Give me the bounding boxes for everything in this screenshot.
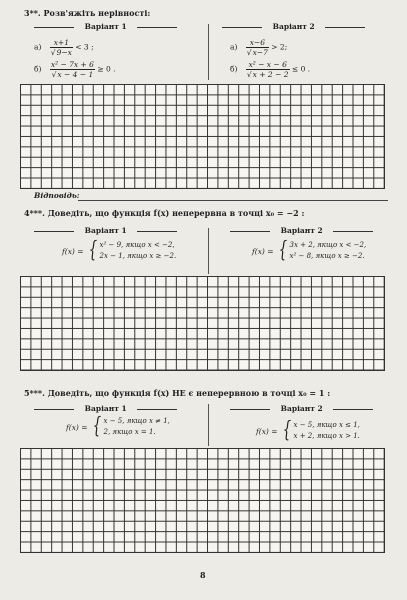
task4-variant2-header (230, 226, 373, 235)
piece-case-2: 2, якщо x = 1. (103, 428, 156, 436)
brace-icon: { (278, 238, 287, 263)
task5-answer-grid[interactable] (20, 448, 385, 553)
task4-v2-function (252, 240, 366, 262)
task3-answer-grid[interactable] (20, 84, 385, 189)
page-number: 8 (200, 570, 206, 580)
task4-divider (208, 228, 209, 274)
task4-v1-function (62, 240, 176, 262)
task5-variant2-header (230, 404, 373, 413)
task3-title: 3**. Розв'яжіть нерівності: (24, 8, 151, 18)
fraction-numerator: x² − 7x + 6 (50, 60, 94, 69)
item-label: б) (34, 64, 42, 74)
fraction-numerator: x² − x − 6 (246, 60, 290, 70)
task5-v2-function (256, 420, 360, 442)
relation: ≥ 0 . (97, 64, 116, 74)
item-label: а) (230, 42, 238, 52)
brace-icon: { (92, 414, 101, 439)
function-lhs: f(x) = (62, 246, 84, 256)
task5-variant2-label: Варіант 2 (280, 404, 323, 413)
task4-answer-grid[interactable] (20, 276, 385, 371)
task3-v2-item-a: а) $\frac{x-6}{√x-7}$ > 2; (230, 38, 288, 57)
piece-case-1: 3x + 2, якщо x < −2, (289, 241, 367, 249)
fraction-denominator: x−7 (252, 48, 268, 57)
fraction-numerator: x+1 (50, 38, 73, 48)
function-lhs: f(x) = (256, 426, 278, 436)
brace-icon: { (88, 238, 97, 263)
task5-v1-function (66, 416, 170, 438)
task3-v1-item-b: б) $\frac{\text{x² − 7x + 6}}{√x - 4 - 1}$ ≥ 0 . (34, 60, 116, 79)
piece-case-1: x² − 9, якщо x < −2, (99, 241, 175, 249)
fraction-denominator: 9−x (56, 48, 72, 57)
piece-case-1: x − 5, якщо x ≠ 1, (103, 417, 170, 425)
relation: > 2; (271, 42, 288, 52)
task3-v1-item-a: а) $\frac{x+1}{√9-x}$ < 3 ; (34, 38, 94, 57)
item-label: б) (230, 64, 238, 74)
item-label: а) (34, 42, 42, 52)
task5-variant1-header (34, 404, 177, 413)
task4-title: 4***. Доведіть, що функція f(x) неперервна в точці x₀ = −2 : (24, 208, 305, 218)
function-lhs: f(x) = (252, 246, 274, 256)
piece-case-2: x + 2, якщо x > 1. (293, 432, 360, 440)
task3-divider (208, 24, 209, 80)
task4-variant1-label: Варіант 1 (84, 226, 127, 235)
task3-answer-label: Відповідь: (34, 191, 80, 200)
task3-v2-item-b: б) $\frac{\text{x² − x − 6}}{√x + 2 - 2}$ ≤ 0 . (230, 60, 311, 79)
task3-variant1-label: Варіант 1 (84, 22, 127, 31)
brace-icon: { (282, 418, 291, 443)
piece-case-2: x² − 8, якщо x ≥ −2. (289, 252, 365, 260)
relation: < 3 ; (75, 42, 94, 52)
task5-variant1-label: Варіант 1 (84, 404, 127, 413)
relation: ≤ 0 . (291, 64, 311, 74)
task3-answer-line[interactable] (78, 200, 388, 201)
task5-title: 5***. Доведіть, що функція f(x) НЕ є неперервною в точці x₀ = 1 : (24, 388, 331, 398)
fraction-denominator: x − 4 − 1 (57, 70, 94, 79)
task3-variant1-header (34, 22, 177, 31)
function-lhs: f(x) = (66, 422, 88, 432)
task4-variant1-header (34, 226, 177, 235)
fraction-numerator: x−6 (246, 38, 269, 48)
task3-variant2-label: Варіант 2 (272, 22, 315, 31)
task5-divider (208, 404, 209, 446)
task3-variant2-header (222, 22, 365, 31)
fraction-denominator: x + 2 − 2 (252, 70, 289, 79)
piece-case-2: 2x − 1, якщо x ≥ −2. (99, 252, 177, 260)
task4-variant2-label: Варіант 2 (280, 226, 323, 235)
piece-case-1: x − 5, якщо x ≤ 1, (293, 421, 360, 429)
